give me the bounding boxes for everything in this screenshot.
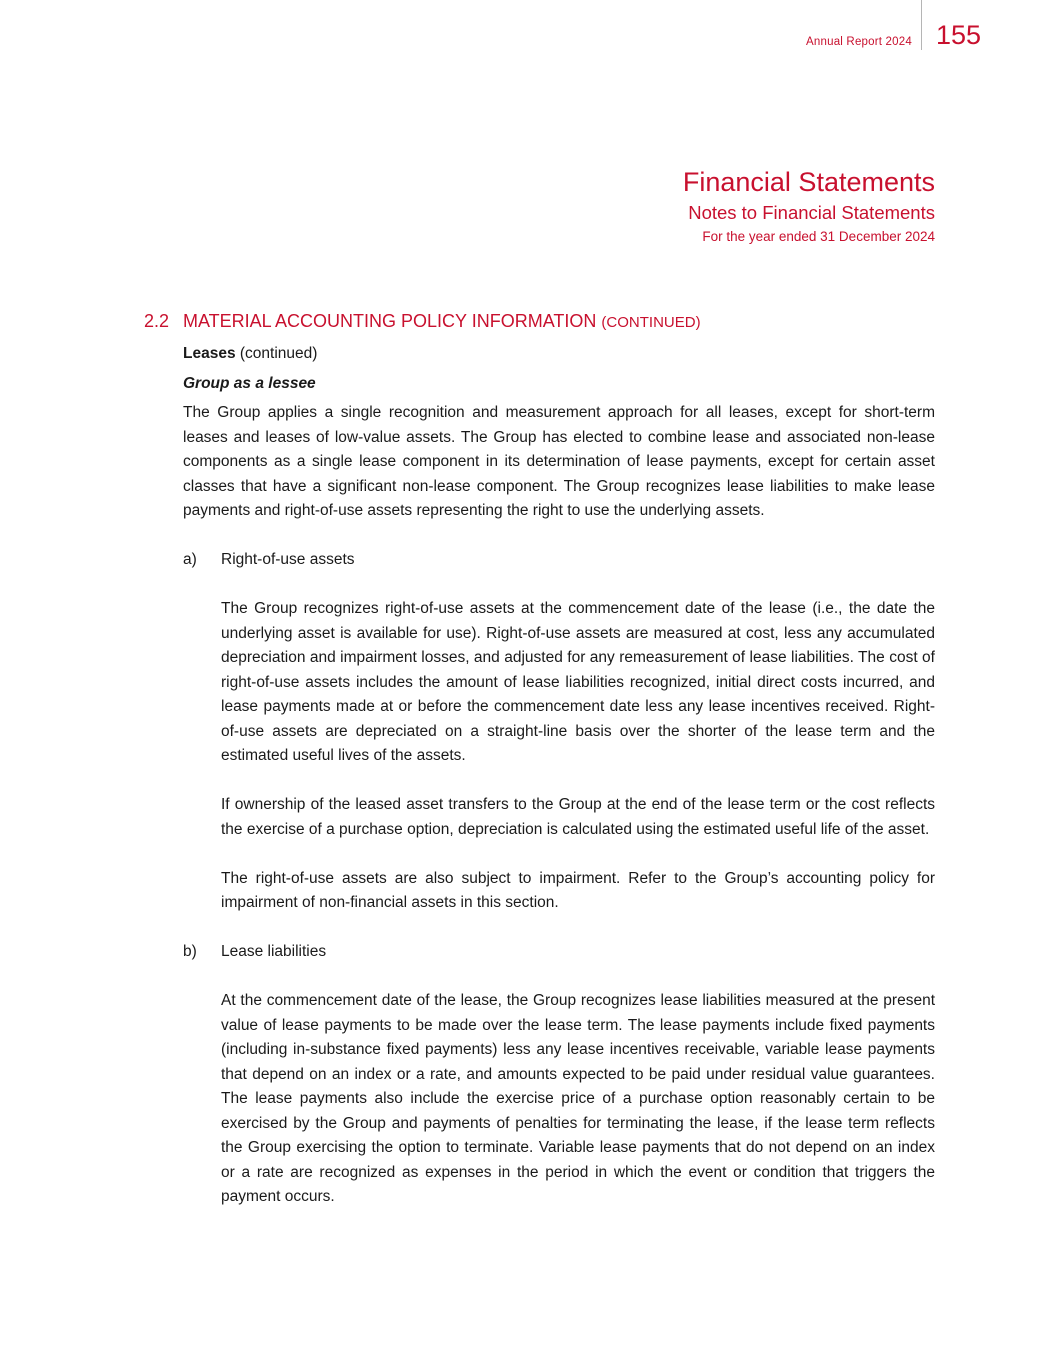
header-divider <box>921 0 922 50</box>
section-header <box>683 164 935 248</box>
leases-intro-paragraph: The Group applies a single recognition and measurement approach for all leases, except for short-term leases and leases of low-value assets. The Group has elected to combine lease and associated non-lease components as a single lease component in its determination of lease payments, except for certain asset classes that have a significant non-lease component. The Group recognizes lease liabilities to make lease payments and right-of-use assets representing the right to use the underlying assets. <box>183 404 935 519</box>
item-body <box>221 940 935 1210</box>
policy-body <box>144 341 935 1210</box>
item-label: a) <box>183 551 197 568</box>
section-title: Financial Statements <box>682 167 935 197</box>
item-title: Lease liabilities <box>221 943 327 960</box>
lessee-subheading: Group as a lessee <box>183 375 316 392</box>
leases-continued: (continued) <box>239 345 318 362</box>
policy-continued: (CONTINUED) <box>601 314 701 331</box>
item-label: b) <box>183 943 197 960</box>
list-item-lease-liabilities <box>183 940 935 1210</box>
item-title: Right-of-use assets <box>221 551 355 568</box>
item-body <box>221 548 935 916</box>
paragraph: At the commencement date of the lease, the Group recognizes lease liabilities measured at the present value of lease payments to be made over the lease term. The lease payments include fixed payments (including in-substance fixed payments) less any lease incentives receivable, variable lease payments that depend on an index or a rate, and amounts expected to be paid under residual value guarantees. The lease payments also include the exercise price of a purchase option reasonably certain to be exercised by the Group and payments of penalties for terminating the lease, if the lease term reflects the Group exercising the option to terminate. Variable lease payments that do not depend on an index or a rate are recognized as expenses in the period in which the event or condition that triggers the payment occurs. <box>221 992 935 1205</box>
section-period: For the year ended 31 December 2024 <box>702 229 935 244</box>
paragraph: The right-of-use assets are also subject to impairment. Refer to the Group’s accounting policy for impairment of non-financial assets in this section. <box>221 869 935 911</box>
policy-number: 2.2 <box>144 311 170 331</box>
page-number: 155 <box>935 20 981 50</box>
leases-label: Leases <box>183 345 236 362</box>
report-name: Annual Report 2024 <box>806 36 912 48</box>
paragraph: If ownership of the leased asset transfers to the Group at the end of the lease term or the cost reflects the exercise of a purchase option, depreciation is calculated using the estimated useful life of the asset. <box>221 796 935 838</box>
policy-heading <box>144 308 935 336</box>
list-item-right-of-use-assets <box>183 548 935 916</box>
policy-heading-text <box>183 308 701 336</box>
section-subtitle: Notes to Financial Statements <box>688 202 935 223</box>
main-content <box>144 308 935 1210</box>
policy-title: MATERIAL ACCOUNTING POLICY INFORMATION <box>183 311 597 331</box>
leases-subhead <box>183 341 935 367</box>
running-head <box>806 0 981 52</box>
paragraph: The Group recognizes right-of-use assets at the commencement date of the lease (i.e., the date the underlying asset is available for use). Right-of-use assets are measured at cost, less any accumulated depreciation and impairment losses, and adjusted for any remeasurement of lease liabilities. The cost of right-of-use assets includes the amount of lease liabilities recognized, initial direct costs incurred, and lease payments made at or before the commencement date less any lease incentives received. Right-of-use assets are depreciated on a straight-line basis over the shorter of the lease term and the estimated useful lives of the assets. <box>221 600 935 764</box>
